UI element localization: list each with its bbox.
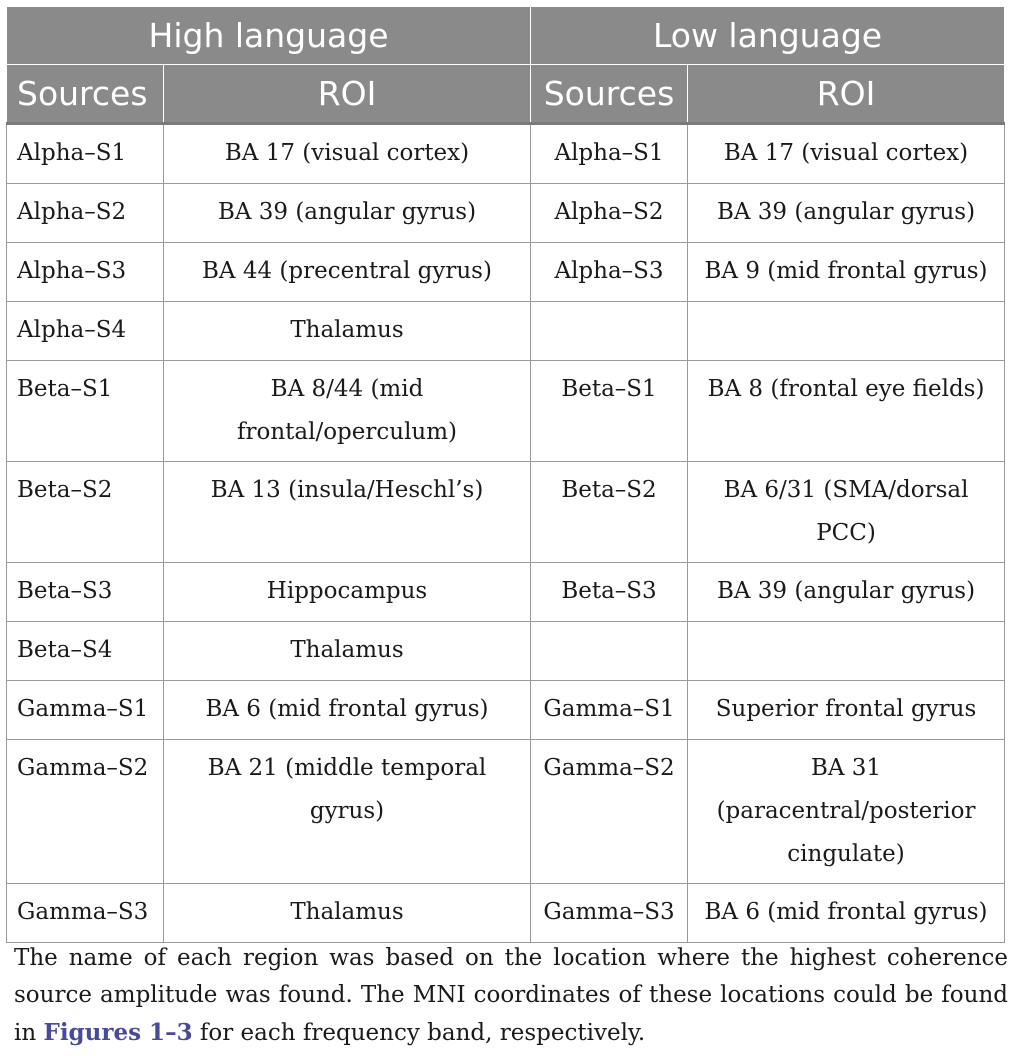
table-row bbox=[7, 361, 1005, 462]
cell-high-source bbox=[7, 361, 164, 462]
cell-high-source-text: Alpha–S4 bbox=[17, 317, 127, 343]
cell-high-roi-text: Thalamus bbox=[290, 899, 404, 925]
cell-high-source bbox=[7, 302, 164, 361]
column-header-roi-high: ROI bbox=[164, 65, 531, 124]
cell-low-roi bbox=[688, 884, 1005, 943]
cell-low-roi bbox=[688, 740, 1005, 884]
cell-low-source bbox=[531, 884, 688, 943]
cell-low-roi bbox=[688, 681, 1005, 740]
cell-high-roi-text: BA 44 (precentral gyrus) bbox=[202, 258, 492, 284]
cell-high-roi bbox=[164, 243, 531, 302]
cell-low-source bbox=[531, 243, 688, 302]
cell-low-source-text: Gamma–S1 bbox=[543, 696, 675, 722]
cell-high-source-text: Gamma–S2 bbox=[17, 755, 149, 781]
group-header-high-language: High language bbox=[7, 7, 531, 65]
table-footnote bbox=[14, 940, 1008, 1052]
cell-low-roi-text: BA 6 (mid frontal gyrus) bbox=[704, 899, 988, 925]
cell-low-roi-text bbox=[698, 622, 994, 629]
cell-low-source bbox=[531, 124, 688, 184]
cell-low-roi-text bbox=[698, 302, 994, 309]
cell-low-roi-text: BA 6/31 (SMA/dorsal PCC) bbox=[723, 477, 969, 546]
cell-low-source bbox=[531, 302, 688, 361]
footnote-text-after: for each frequency band, respectively. bbox=[192, 1020, 646, 1046]
cell-high-roi bbox=[164, 184, 531, 243]
roi-table bbox=[6, 6, 1005, 943]
cell-low-source-text: Gamma–S2 bbox=[543, 755, 675, 781]
cell-low-roi bbox=[688, 361, 1005, 462]
cell-high-source-text: Alpha–S1 bbox=[17, 140, 127, 166]
cell-low-source bbox=[531, 184, 688, 243]
cell-high-roi-text: BA 39 (angular gyrus) bbox=[217, 199, 477, 225]
table-row bbox=[7, 462, 1005, 563]
cell-high-source-text: Beta–S2 bbox=[17, 477, 113, 503]
cell-high-source bbox=[7, 243, 164, 302]
cell-low-roi bbox=[688, 302, 1005, 361]
cell-low-roi-text: BA 8 (frontal eye fields) bbox=[707, 376, 985, 402]
cell-low-roi bbox=[688, 563, 1005, 622]
cell-low-roi-text: BA 39 (angular gyrus) bbox=[716, 578, 976, 604]
cell-low-roi-text: BA 39 (angular gyrus) bbox=[716, 199, 976, 225]
cell-low-roi-text: BA 31 (paracentral/posterior cingulate) bbox=[716, 755, 976, 867]
cell-high-source-text: Beta–S4 bbox=[17, 637, 113, 663]
cell-high-roi bbox=[164, 740, 531, 884]
column-header-roi-low: ROI bbox=[688, 65, 1005, 124]
cell-low-source-text: Beta–S3 bbox=[561, 578, 657, 604]
cell-high-source bbox=[7, 184, 164, 243]
cell-low-source-text: Alpha–S3 bbox=[554, 258, 664, 284]
table-row bbox=[7, 563, 1005, 622]
cell-low-source bbox=[531, 462, 688, 563]
cell-high-source-text: Gamma–S3 bbox=[17, 899, 149, 925]
cell-high-roi-text: BA 13 (insula/Heschl’s) bbox=[210, 477, 484, 503]
cell-low-source-text: Beta–S1 bbox=[561, 376, 657, 402]
cell-high-roi bbox=[164, 563, 531, 622]
group-header-low-language: Low language bbox=[531, 7, 1005, 65]
cell-low-roi bbox=[688, 124, 1005, 184]
cell-low-source-text bbox=[541, 302, 677, 309]
cell-low-source-text: Alpha–S2 bbox=[554, 199, 664, 225]
cell-high-roi bbox=[164, 681, 531, 740]
cell-high-roi bbox=[164, 884, 531, 943]
cell-low-roi-text: BA 9 (mid frontal gyrus) bbox=[704, 258, 988, 284]
footnote-text-before: The name of each region was based on the location where the highest coherence source amplitude was found. The MNI coordinates of these locations could be found in bbox=[14, 945, 1008, 1046]
cell-high-source bbox=[7, 563, 164, 622]
table-row bbox=[7, 302, 1005, 361]
cell-high-roi bbox=[164, 124, 531, 184]
cell-high-roi-text: Thalamus bbox=[290, 637, 404, 663]
cell-low-roi bbox=[688, 243, 1005, 302]
table-row bbox=[7, 740, 1005, 884]
cell-high-source-text: Alpha–S3 bbox=[17, 258, 127, 284]
cell-low-roi-text: Superior frontal gyrus bbox=[715, 696, 977, 722]
cell-low-roi-text: BA 17 (visual cortex) bbox=[723, 140, 969, 166]
table-row bbox=[7, 124, 1005, 184]
cell-high-roi-text: BA 21 (middle temporal gyrus) bbox=[207, 755, 487, 824]
column-header-sources-low: Sources bbox=[531, 65, 688, 124]
cell-high-source bbox=[7, 740, 164, 884]
cell-low-roi bbox=[688, 184, 1005, 243]
cell-low-source-text: Gamma–S3 bbox=[543, 899, 675, 925]
cell-low-source bbox=[531, 563, 688, 622]
cell-low-source-text: Alpha–S1 bbox=[554, 140, 664, 166]
cell-low-source bbox=[531, 681, 688, 740]
cell-high-source-text: Alpha–S2 bbox=[17, 199, 127, 225]
cell-high-roi bbox=[164, 462, 531, 563]
figures-link[interactable]: Figures 1–3 bbox=[43, 1019, 193, 1046]
table-row bbox=[7, 681, 1005, 740]
cell-high-source bbox=[7, 681, 164, 740]
cell-low-source bbox=[531, 622, 688, 681]
table-body bbox=[7, 124, 1005, 943]
cell-high-roi-text: BA 8/44 (mid frontal/operculum) bbox=[236, 376, 458, 445]
cell-high-source bbox=[7, 884, 164, 943]
table-row bbox=[7, 184, 1005, 243]
cell-high-source-text: Beta–S3 bbox=[17, 578, 113, 604]
cell-high-roi bbox=[164, 361, 531, 462]
cell-high-roi-text: Hippocampus bbox=[266, 578, 428, 604]
cell-high-source bbox=[7, 462, 164, 563]
cell-high-roi-text: Thalamus bbox=[290, 317, 404, 343]
cell-low-roi bbox=[688, 622, 1005, 681]
column-header-sources-high: Sources bbox=[7, 65, 164, 124]
cell-high-roi-text: BA 17 (visual cortex) bbox=[224, 140, 470, 166]
table-row bbox=[7, 622, 1005, 681]
table-row bbox=[7, 243, 1005, 302]
cell-high-source-text: Beta–S1 bbox=[17, 376, 113, 402]
cell-low-roi bbox=[688, 462, 1005, 563]
cell-high-source-text: Gamma–S1 bbox=[17, 696, 149, 722]
cell-low-source-text: Beta–S2 bbox=[561, 477, 657, 503]
cell-high-source bbox=[7, 622, 164, 681]
cell-high-source bbox=[7, 124, 164, 184]
cell-low-source bbox=[531, 361, 688, 462]
cell-high-roi bbox=[164, 302, 531, 361]
roi-table-container bbox=[6, 6, 1004, 943]
cell-low-source bbox=[531, 740, 688, 884]
cell-low-source-text bbox=[541, 622, 677, 629]
cell-high-roi bbox=[164, 622, 531, 681]
cell-high-roi-text: BA 6 (mid frontal gyrus) bbox=[205, 696, 489, 722]
table-row bbox=[7, 884, 1005, 943]
